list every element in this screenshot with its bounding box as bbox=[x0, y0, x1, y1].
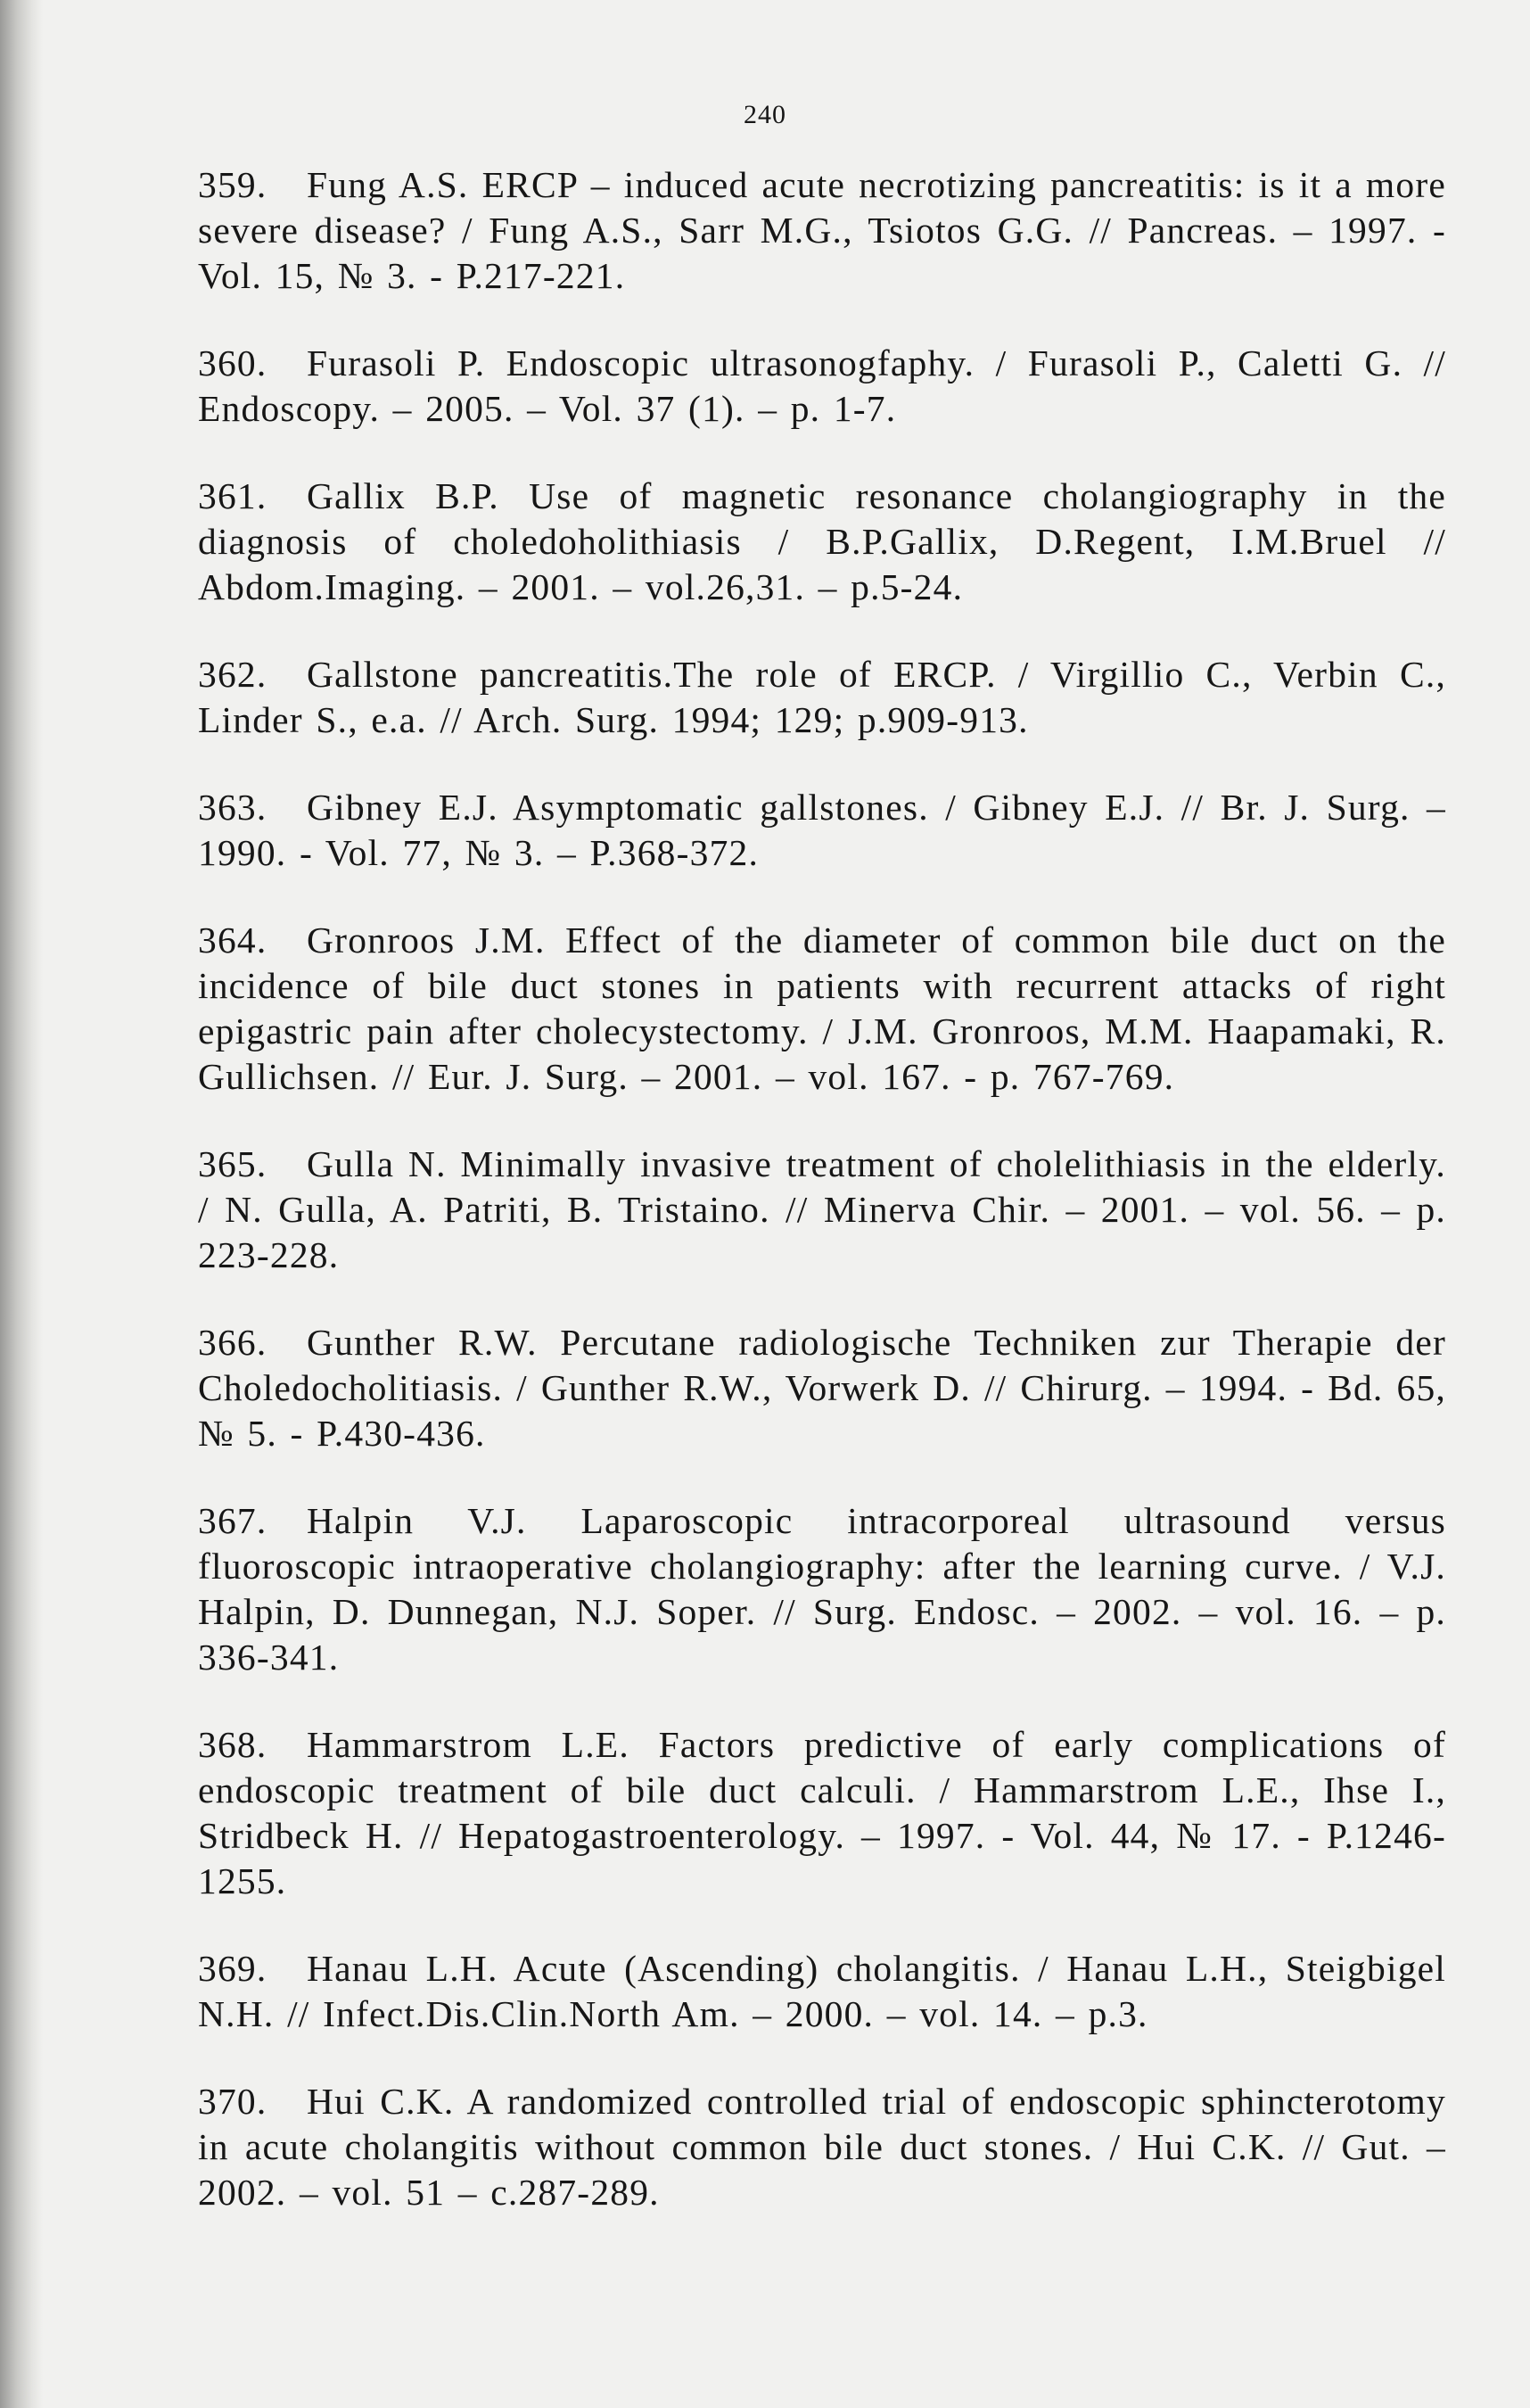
reference-item bbox=[198, 162, 1446, 299]
reference-text: Gibney E.J. Asymptomatic gallstones. / Gibney E.J. // Br. J. Surg. – 1990. - Vol. 77, № 3. – P.368-372. bbox=[198, 787, 1446, 873]
reference-text: Hammarstrom L.E. Factors predictive of early complications of endoscopic treatment of bile duct calculi. / Hammarstrom L.E., Ihse I., Stridbeck H. // Hepatogastroenterology. – 1997. - Vol. 44, № 17. - P.1246-1255. bbox=[198, 1724, 1446, 1901]
reference-list bbox=[198, 162, 1446, 2257]
reference-text: Hui C.K. A randomized controlled trial of endoscopic sphincterotomy in acute cholangitis without common bile duct stones. / Hui C.K. // Gut. – 2002. – vol. 51 – c.287-289. bbox=[198, 2081, 1446, 2213]
reference-item bbox=[198, 918, 1446, 1100]
reference-number: 366. bbox=[198, 1322, 267, 1363]
reference-text: Gunther R.W. Percutane radiologische Techniken zur Therapie der Choledocholitiasis. / Gunther R.W., Vorwerk D. // Chirurg. – 1994. - Bd. 65, № 5. - P.430-436. bbox=[198, 1322, 1446, 1454]
reference-number: 367. bbox=[198, 1500, 267, 1541]
reference-text: Furasoli P. Endoscopic ultrasonogfaphy. / Furasoli P., Caletti G. // Endoscopy. – 2005. – Vol. 37 (1). – p. 1-7. bbox=[198, 342, 1446, 429]
reference-item bbox=[198, 1722, 1446, 1904]
reference-number: 364. bbox=[198, 919, 267, 961]
reference-number: 369. bbox=[198, 1948, 267, 1989]
reference-text: Gallix B.P. Use of magnetic resonance cholangiography in the diagnosis of choledoholithiasis / B.P.Gallix, D.Regent, I.M.Bruel // Abdom.Imaging. – 2001. – vol.26,31. – p.5-24. bbox=[198, 475, 1446, 607]
reference-item bbox=[198, 1946, 1446, 2037]
reference-number: 361. bbox=[198, 475, 267, 516]
reference-number: 365. bbox=[198, 1143, 267, 1184]
reference-item bbox=[198, 1320, 1446, 1456]
reference-number: 370. bbox=[198, 2081, 267, 2122]
reference-item bbox=[198, 785, 1446, 876]
reference-number: 363. bbox=[198, 787, 267, 828]
reference-text: Halpin V.J. Laparoscopic intracorporeal ultrasound versus fluoroscopic intraoperative cholangiography: after the learning curve. / V.J. Halpin, D. Dunnegan, N.J. Soper. // Surg. Endosc. – 2002. – vol. 16. – p. 336-341. bbox=[198, 1500, 1446, 1678]
reference-item bbox=[198, 474, 1446, 610]
reference-number: 362. bbox=[198, 654, 267, 695]
reference-item bbox=[198, 341, 1446, 432]
page-number: 240 bbox=[744, 100, 786, 129]
reference-text: Hanau L.H. Acute (Ascending) cholangitis. / Hanau L.H., Steigbigel N.H. // Infect.Dis.Clin.North Am. – 2000. – vol. 14. – p.3. bbox=[198, 1948, 1446, 2034]
reference-number: 368. bbox=[198, 1724, 267, 1765]
reference-text: Gallstone pancreatitis.The role of ERCP. / Virgillio C., Verbin C., Linder S., e.a. // Arch. Surg. 1994; 129; p.909-913. bbox=[198, 654, 1446, 740]
reference-text: Fung A.S. ERCP – induced acute necrotizing pancreatitis: is it a more severe disease? / Fung A.S., Sarr M.G., Tsiotos G.G. // Pancreas. – 1997. - Vol. 15, № 3. - P.217-221. bbox=[198, 164, 1446, 296]
reference-item bbox=[198, 2079, 1446, 2215]
reference-number: 360. bbox=[198, 342, 267, 383]
reference-item bbox=[198, 1498, 1446, 1680]
reference-text: Gronroos J.M. Effect of the diameter of common bile duct on the incidence of bile duct stones in patients with recurrent attacks of right epigastric pain after cholecystectomy. / J.M. Gronroos, M.M. Haapamaki, R. Gullichsen. // Eur. J. Surg. – 2001. – vol. 167. - p. 767-769. bbox=[198, 919, 1446, 1097]
reference-number: 359. bbox=[198, 164, 267, 205]
reference-text: Gulla N. Minimally invasive treatment of cholelithiasis in the elderly. / N. Gulla, A. Patriti, B. Tristaino. // Minerva Chir. – 2001. – vol. 56. – p. 223-228. bbox=[198, 1143, 1446, 1275]
reference-item bbox=[198, 1142, 1446, 1278]
reference-item bbox=[198, 652, 1446, 743]
